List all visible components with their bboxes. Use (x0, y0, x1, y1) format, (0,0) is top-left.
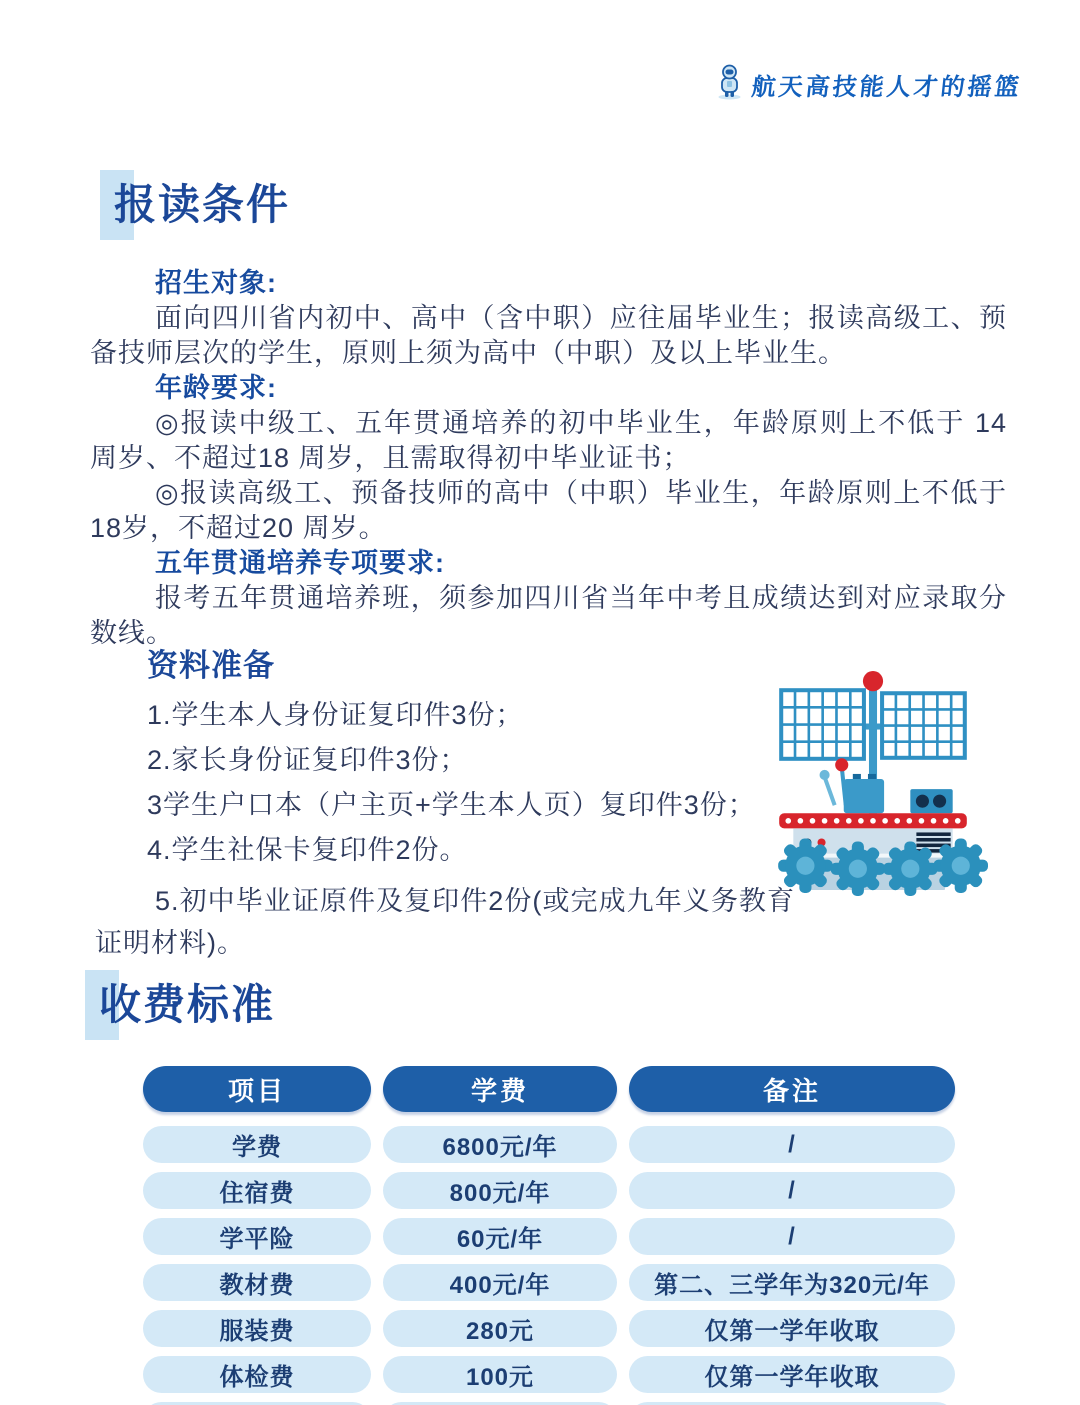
conditions-title: 报读条件 (114, 181, 291, 228)
section-conditions-heading (100, 178, 290, 232)
fee-header-note: 备注 (629, 1066, 955, 1112)
table-cell: 学费 (143, 1126, 371, 1163)
five-year-label: 五年贯通培养专项要求: (155, 548, 445, 578)
table-cell: 学平险 (143, 1218, 371, 1255)
conditions-body (90, 266, 1007, 651)
five-year-text: 报考五年贯通培养班，须参加四川省当年中考且成绩达到对应录取分数线。 (90, 583, 1007, 648)
table-cell: 100元 (383, 1356, 617, 1393)
fee-table (143, 1066, 955, 1405)
table-cell: / (629, 1126, 955, 1163)
table-cell: 住宿费 (143, 1172, 371, 1209)
table-cell: 6800元/年 (383, 1126, 617, 1163)
target-text: 面向四川省内初中、高中（含中职）应往届毕业生；报读高级工、预备技师层次的学生，原则上须为高中（中职）及以上毕业生。 (90, 303, 1007, 368)
fee-header-tuition: 学费 (383, 1066, 617, 1112)
materials-title: 资料准备 (147, 648, 275, 683)
brand-header (716, 64, 1022, 105)
materials-item: 1.学生本人身份证复印件3份； (147, 700, 524, 730)
fee-table-body (143, 1126, 955, 1405)
rover-illustration (756, 666, 990, 896)
table-cell: 仅第一学年收取 (629, 1310, 955, 1347)
target-label: 招生对象: (155, 268, 277, 298)
astronaut-icon (716, 64, 743, 105)
table-cell: / (629, 1172, 955, 1209)
section-fees-heading (85, 978, 275, 1032)
age-label: 年龄要求: (155, 373, 277, 403)
table-cell: 体检费 (143, 1356, 371, 1393)
materials-item: 3学生户口本（户主页+学生本人页）复印件3份； (147, 790, 756, 820)
materials-item: 4.学生社保卡复印件2份。 (147, 835, 468, 865)
table-cell: 教材费 (143, 1264, 371, 1301)
table-cell: 第二、三学年为320元/年 (629, 1264, 955, 1301)
table-cell: 800元/年 (383, 1172, 617, 1209)
fee-header-item: 项目 (143, 1066, 371, 1112)
fees-title: 收费标准 (99, 981, 276, 1028)
table-cell: / (629, 1218, 955, 1255)
materials-section (95, 646, 795, 964)
table-cell: 服装费 (143, 1310, 371, 1347)
table-cell: 280元 (383, 1310, 617, 1347)
brand-slogan: 航天高技能人才的摇篮 (750, 74, 1024, 101)
materials-item: 2.家长身份证复印件3份； (147, 745, 468, 775)
fee-table-header-row (143, 1066, 955, 1112)
table-cell: 60元/年 (383, 1218, 617, 1255)
table-cell: 400元/年 (383, 1264, 617, 1301)
age-item-1: ◎报读中级工、五年贯通培养的初中毕业生，年龄原则上不低于 14 周岁、不超过18 周岁，且需取得初中毕业证书； (90, 408, 1007, 473)
table-cell: 仅第一学年收取 (629, 1356, 955, 1393)
age-item-2: ◎报读高级工、预备技师的高中（中职）毕业生，年龄原则上不低于18岁，不超过20 周岁。 (90, 478, 1007, 543)
materials-item: 5.初中毕业证原件及复印件2份(或完成九年义务教育证明材料)。 (95, 886, 795, 958)
